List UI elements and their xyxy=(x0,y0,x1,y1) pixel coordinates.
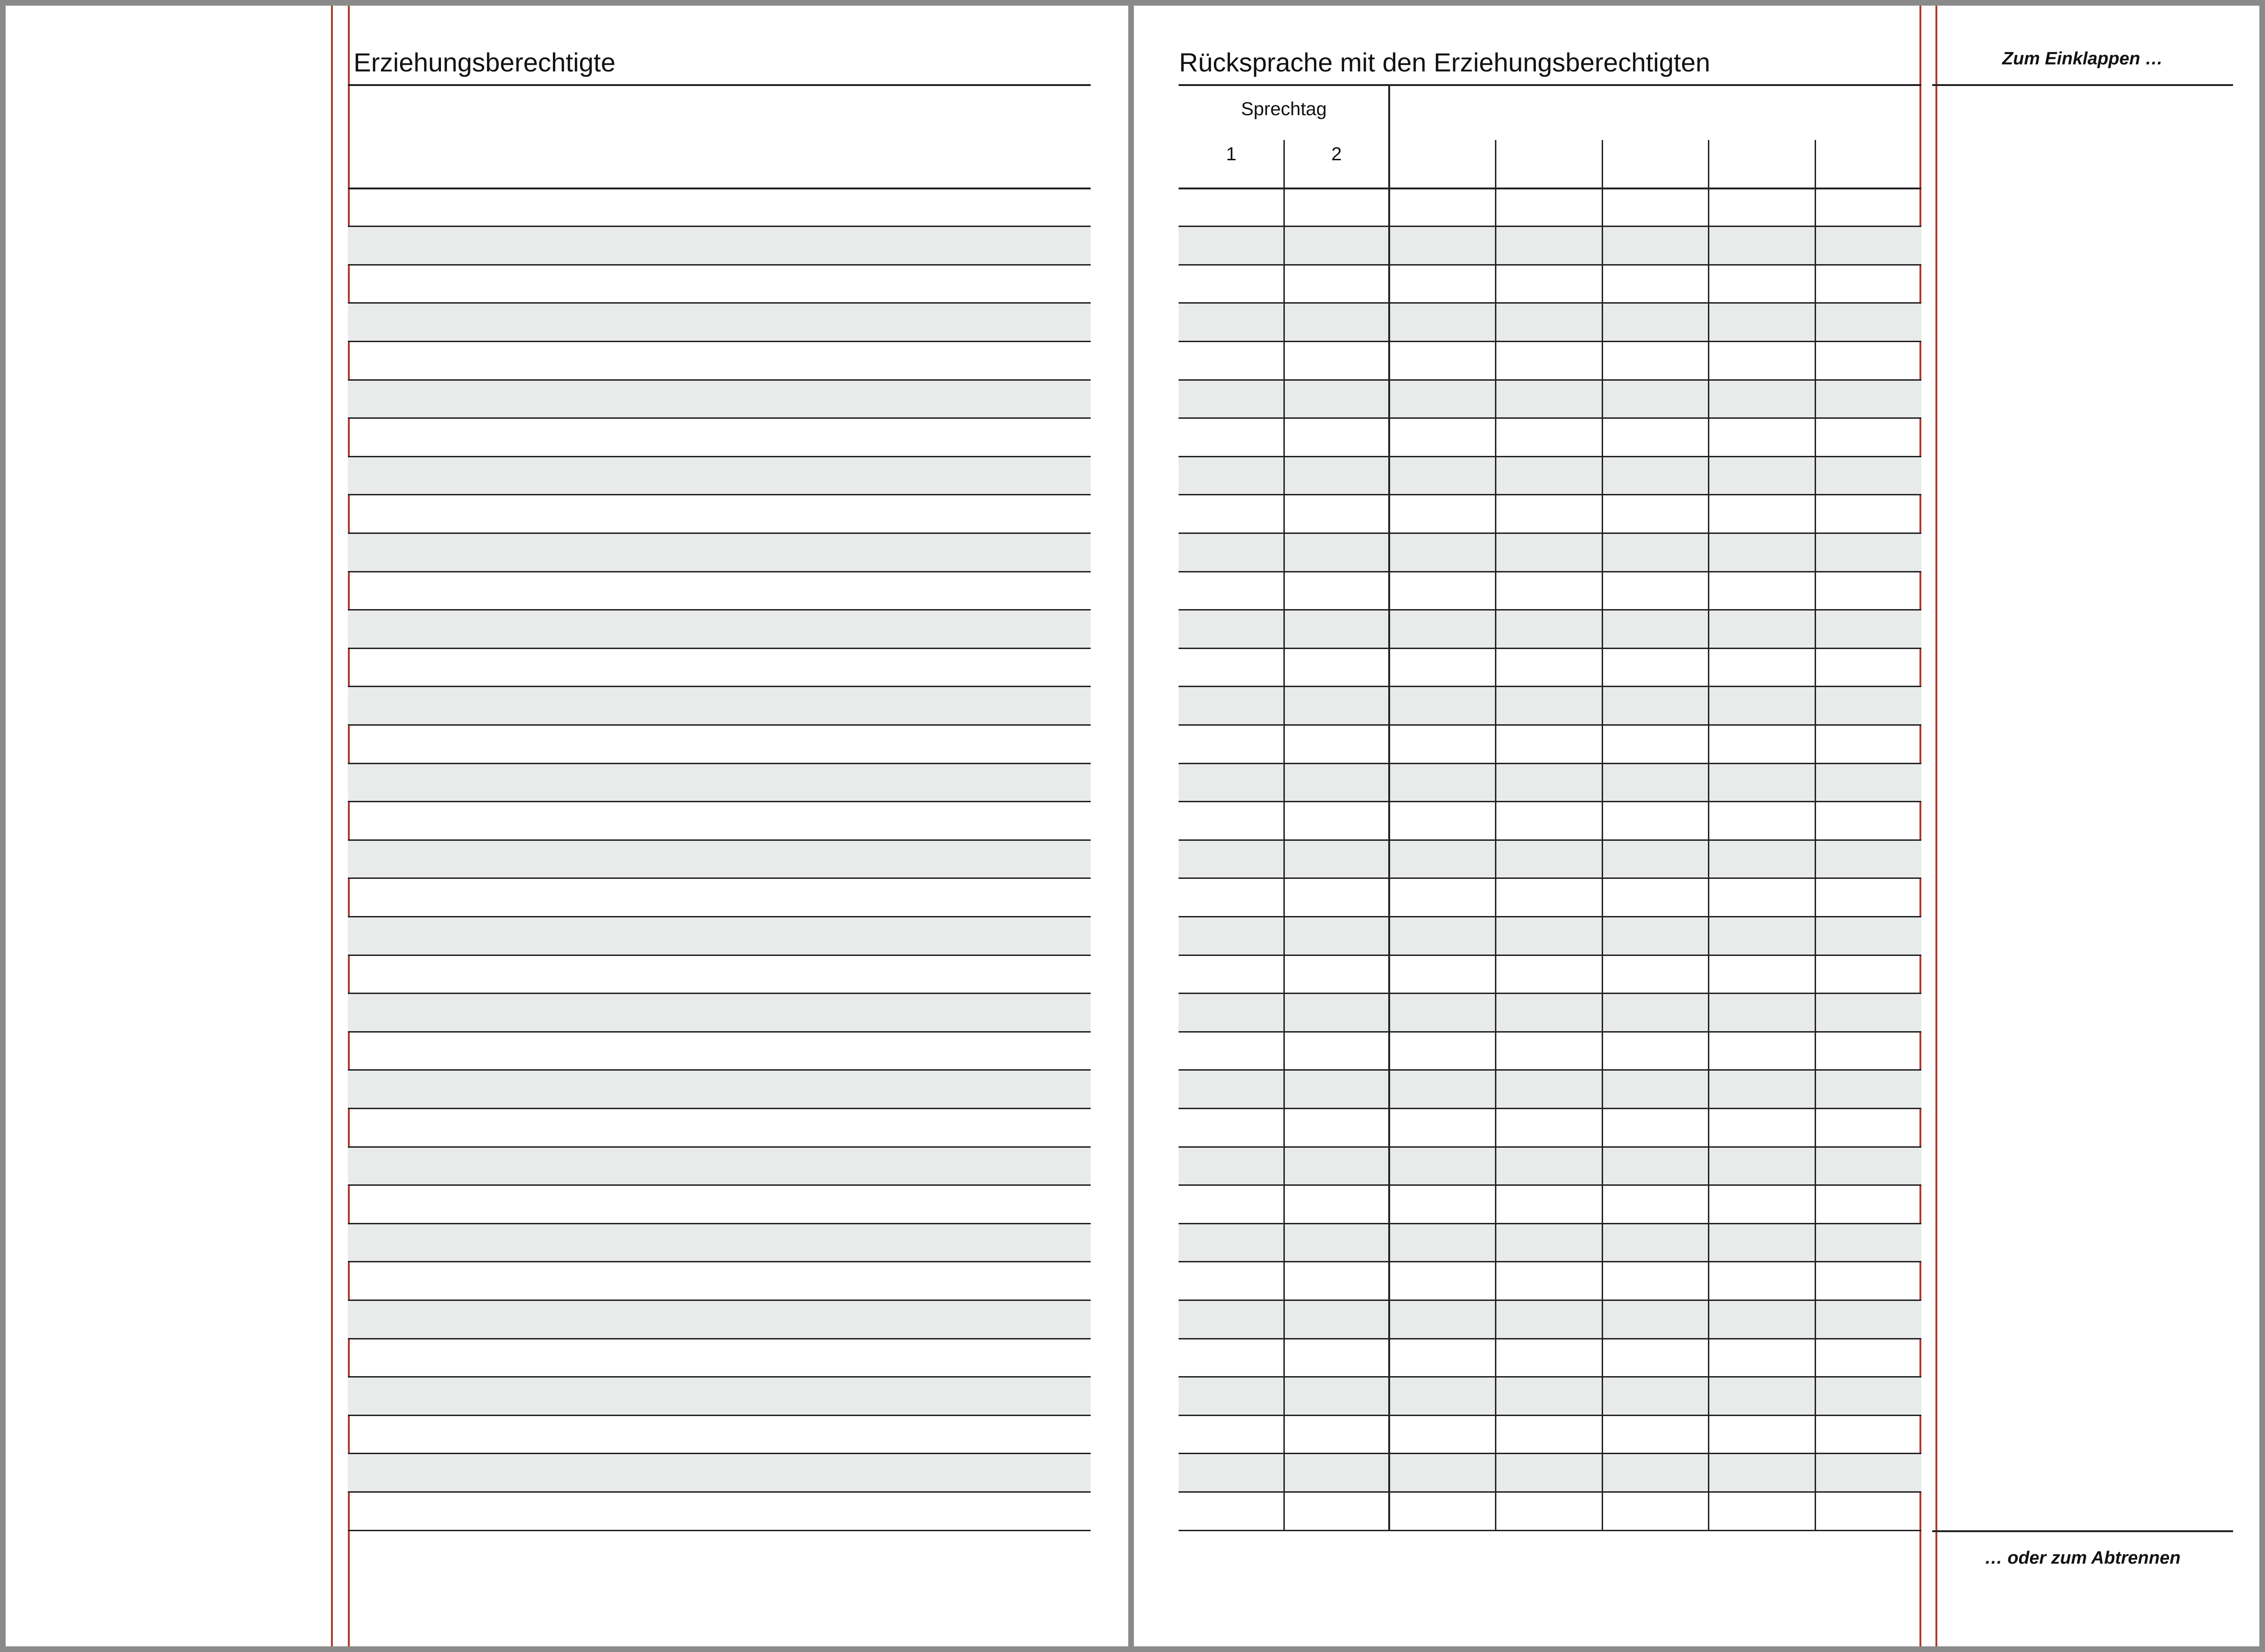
right-row-shade xyxy=(1179,687,1921,725)
right-row-shade xyxy=(1179,1377,1921,1416)
right-row-rule xyxy=(1179,1338,1921,1339)
left-row-shade xyxy=(348,840,1091,878)
right-row-rule xyxy=(1179,571,1921,572)
right-row-shade xyxy=(1179,610,1921,649)
extra-col-divider xyxy=(1815,140,1816,1530)
right-row-rule xyxy=(1179,916,1921,917)
right-row-shade xyxy=(1179,916,1921,955)
right-row-rule xyxy=(1179,456,1921,457)
right-row-shade xyxy=(1179,1300,1921,1339)
left-row-shade xyxy=(348,763,1091,802)
sprechtag-col-1: 1 xyxy=(1226,144,1237,164)
left-row-shade xyxy=(348,380,1091,418)
right-row-rule xyxy=(1179,1146,1921,1148)
left-row-rule xyxy=(348,648,1091,649)
right-row-shade xyxy=(1179,1454,1921,1492)
left-row-rule xyxy=(348,456,1091,457)
right-row-shade xyxy=(1179,1147,1921,1185)
right-row-rule xyxy=(1179,609,1921,611)
right-row-rule xyxy=(1179,1453,1921,1454)
left-row-rule xyxy=(348,1338,1091,1339)
left-row-rule xyxy=(348,188,1091,189)
left-row-rule xyxy=(348,686,1091,687)
sprechtag-col-2: 2 xyxy=(1331,144,1342,164)
right-row-shade xyxy=(1179,227,1921,265)
left-row-shade xyxy=(348,1147,1091,1185)
right-row-rule xyxy=(1179,341,1921,342)
left-row-rule xyxy=(348,724,1091,726)
right-row-rule xyxy=(1179,1069,1921,1071)
left-row-rule xyxy=(348,1530,1091,1531)
right-page-title: Rücksprache mit den Erziehungsberechtigten xyxy=(1179,47,1710,77)
extra-col-divider xyxy=(1708,140,1709,1530)
right-row-shade xyxy=(1179,303,1921,342)
left-row-rule xyxy=(348,955,1091,956)
left-row-shade xyxy=(348,1223,1091,1262)
left-row-shade xyxy=(348,227,1091,265)
sprechtag-label: Sprechtag xyxy=(1241,99,1327,119)
left-row-rule xyxy=(348,1491,1091,1493)
left-row-rule xyxy=(348,532,1091,534)
left-row-shade xyxy=(348,1454,1091,1492)
left-row-rule xyxy=(348,1069,1091,1071)
extra-col-divider xyxy=(1602,140,1603,1530)
left-row-shade xyxy=(348,1377,1091,1416)
left-row-rule xyxy=(348,916,1091,917)
right-row-rule xyxy=(1179,417,1921,419)
right-row-rule xyxy=(1179,801,1921,802)
right-row-rule xyxy=(1179,1376,1921,1378)
left-row-shade xyxy=(348,303,1091,342)
right-row-rule xyxy=(1179,1031,1921,1033)
left-row-shade xyxy=(348,456,1091,495)
left-margin-line-1 xyxy=(331,6,333,1646)
right-row-rule xyxy=(1179,1491,1921,1493)
left-title-rule xyxy=(348,84,1091,86)
right-row-rule xyxy=(1179,648,1921,649)
left-row-rule xyxy=(348,302,1091,304)
right-row-rule xyxy=(1179,494,1921,495)
right-row-rule xyxy=(1179,532,1921,534)
left-row-rule xyxy=(348,801,1091,802)
right-row-rule xyxy=(1179,877,1921,879)
left-page-title: Erziehungsberechtigte xyxy=(354,47,616,77)
left-row-rule xyxy=(348,341,1091,342)
right-row-shade xyxy=(1179,840,1921,878)
tear-off-label: … oder zum Abtrennen xyxy=(1984,1548,2181,1568)
side-top-rule xyxy=(1932,84,2233,86)
right-row-shade xyxy=(1179,456,1921,495)
left-row-rule xyxy=(348,226,1091,227)
side-bottom-rule xyxy=(1932,1530,2233,1532)
right-row-rule xyxy=(1179,1261,1921,1262)
right-row-rule xyxy=(1179,839,1921,841)
left-row-shade xyxy=(348,1300,1091,1339)
fold-label: Zum Einklappen … xyxy=(2002,49,2163,69)
left-row-rule xyxy=(348,571,1091,572)
left-row-rule xyxy=(348,609,1091,611)
left-row-shade xyxy=(348,1070,1091,1109)
left-row-rule xyxy=(348,494,1091,495)
left-row-rule xyxy=(348,763,1091,764)
left-row-rule xyxy=(348,1261,1091,1262)
sprechtag-block-divider xyxy=(1388,85,1390,1530)
left-row-rule xyxy=(348,417,1091,419)
right-row-rule xyxy=(1179,379,1921,381)
right-row-rule xyxy=(1179,226,1921,227)
right-row-rule xyxy=(1179,955,1921,956)
page-divider xyxy=(1128,0,1134,1652)
left-row-shade xyxy=(348,687,1091,725)
right-row-rule xyxy=(1179,1300,1921,1301)
left-row-rule xyxy=(348,1184,1091,1186)
sprechtag-col-divider xyxy=(1283,140,1285,1530)
right-row-shade xyxy=(1179,763,1921,802)
right-row-shade xyxy=(1179,533,1921,572)
right-row-rule xyxy=(1179,763,1921,764)
left-row-rule xyxy=(348,1223,1091,1224)
right-row-shade xyxy=(1179,994,1921,1032)
right-row-shade xyxy=(1179,380,1921,418)
left-row-rule xyxy=(348,1453,1091,1454)
left-row-rule xyxy=(348,264,1091,266)
left-row-shade xyxy=(348,916,1091,955)
left-row-rule xyxy=(348,1146,1091,1148)
right-margin-line-2 xyxy=(1935,6,1937,1646)
left-row-rule xyxy=(348,1415,1091,1416)
left-row-rule xyxy=(348,1031,1091,1033)
right-row-rule xyxy=(1179,302,1921,304)
extra-col-divider xyxy=(1495,140,1496,1530)
left-row-rule xyxy=(348,839,1091,841)
right-row-shade xyxy=(1179,1070,1921,1109)
left-row-shade xyxy=(348,533,1091,572)
left-row-shade xyxy=(348,610,1091,649)
left-row-rule xyxy=(348,1108,1091,1109)
right-row-rule xyxy=(1179,993,1921,994)
right-row-rule xyxy=(1179,724,1921,726)
left-row-rule xyxy=(348,379,1091,381)
right-row-rule xyxy=(1179,1108,1921,1109)
right-row-shade xyxy=(1179,1223,1921,1262)
left-row-shade xyxy=(348,994,1091,1032)
right-row-rule xyxy=(1179,1223,1921,1224)
right-row-rule xyxy=(1179,1184,1921,1186)
left-row-rule xyxy=(348,993,1091,994)
right-row-rule xyxy=(1179,188,1921,189)
left-row-rule xyxy=(348,1376,1091,1378)
right-row-rule xyxy=(1179,264,1921,266)
right-row-rule xyxy=(1179,686,1921,687)
left-row-rule xyxy=(348,877,1091,879)
left-row-rule xyxy=(348,1300,1091,1301)
right-row-rule xyxy=(1179,1415,1921,1416)
right-row-rule xyxy=(1179,1530,1921,1531)
right-title-rule xyxy=(1179,84,1921,86)
